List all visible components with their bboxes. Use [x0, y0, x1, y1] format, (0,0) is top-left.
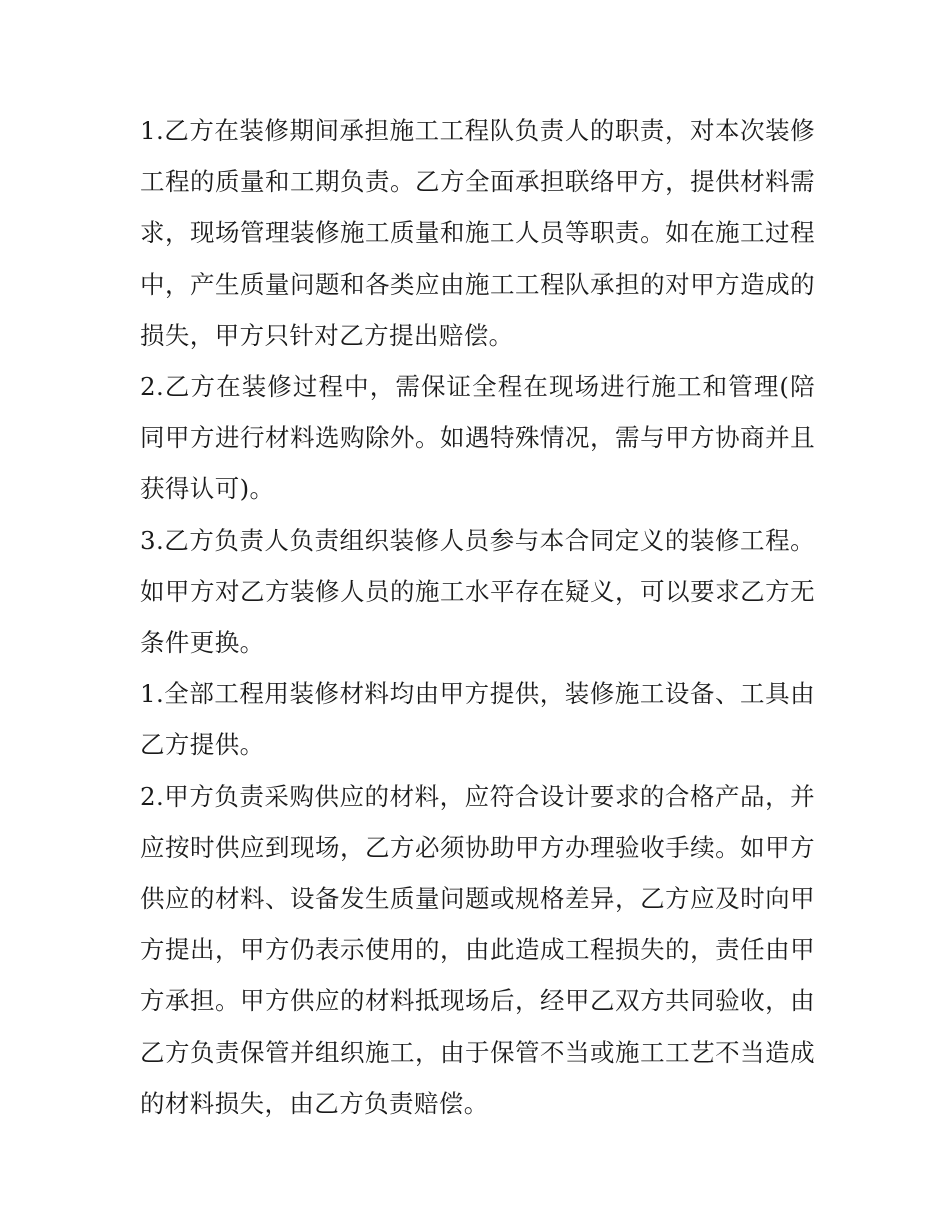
- paragraph-staff-replacement: 3.乙方负责人负责组织装修人员参与本合同定义的装修工程。如甲方对乙方装修人员的施工水平存在疑义，可以要求乙方无条件更换。: [140, 525, 815, 658]
- paragraph-onsite-presence: 2.乙方在装修过程中，需保证全程在现场进行施工和管理(陪同甲方进行材料选购除外。如遇特殊情况，需与甲方协商并且获得认可)。: [140, 372, 815, 504]
- paragraph-materials-supply: 1.全部工程用装修材料均由甲方提供，装修施工设备、工具由乙方提供。: [140, 679, 815, 760]
- paragraph-contractor-responsibility: 1.乙方在装修期间承担施工工程队负责人的职责，对本次装修工程的质量和工期负责。乙方全面承担联络甲方，提供材料需求，现场管理装修施工质量和施工人员等职责。如在施工过程中，产生质量问题和各类应由施工工程队承担的对甲方造成的损失，甲方只针对乙方提出赔偿。: [140, 116, 815, 350]
- document-body: [140, 105, 815, 1129]
- paragraph-materials-procurement: 2.甲方负责采购供应的材料，应符合设计要求的合格产品，并应按时供应到现场，乙方必须协助甲方办理验收手续。如甲方供应的材料、设备发生质量问题或规格差异，乙方应及时向甲方提出，甲方仍表示使用的，由此造成工程损失的，责任由甲方承担。甲方供应的材料抵现场后，经甲乙双方共同验收，由乙方负责保管并组织施工，由于保管不当或施工工艺不当造成的材料损失，由乙方负责赔偿。: [140, 781, 815, 1118]
